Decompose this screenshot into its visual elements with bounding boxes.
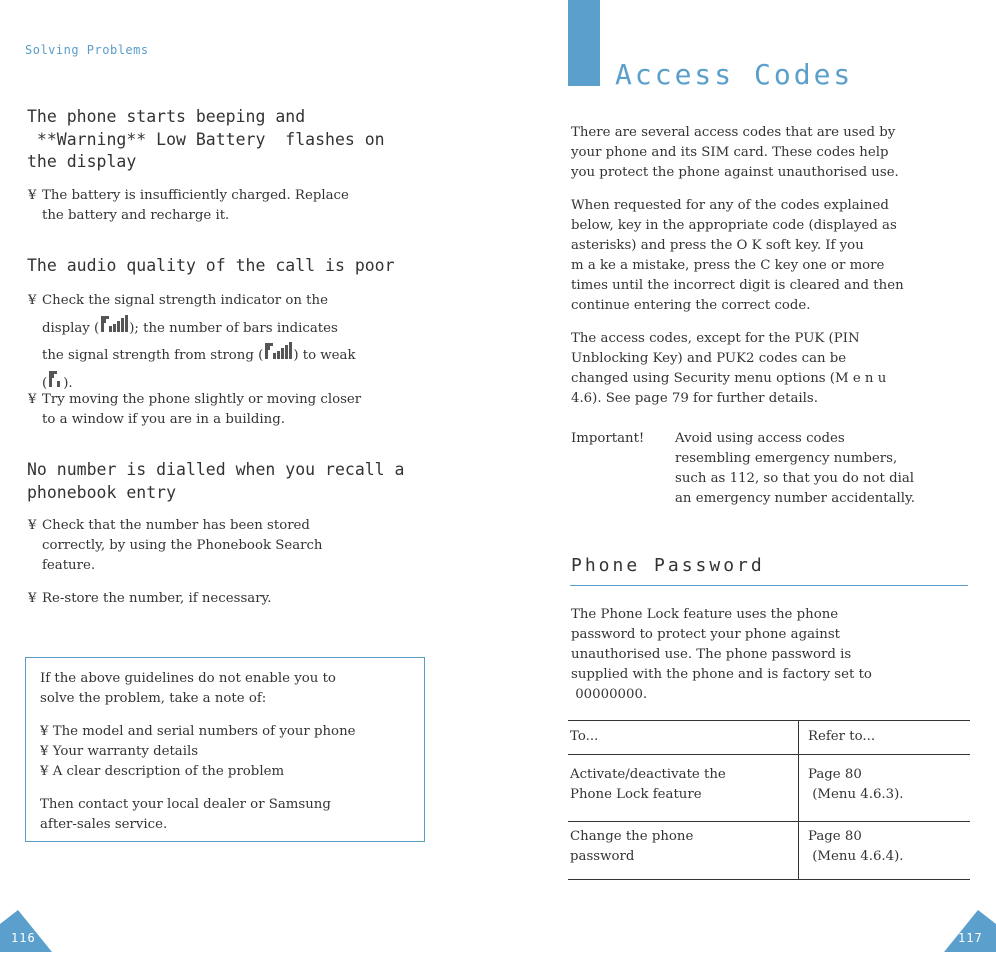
bullet: ¥ xyxy=(28,392,37,407)
bullet-text: Try moving the phone slightly or moving closer xyxy=(42,392,362,407)
bullet-text: Re-store the number, if necessary. xyxy=(42,591,272,606)
cell-line: (Menu 4.6.3). xyxy=(808,787,904,802)
section-divider xyxy=(570,585,968,586)
bullet-text: Check that the number has been stored xyxy=(42,518,310,533)
problem-heading-no-number xyxy=(27,459,405,504)
problem-heading-low-battery xyxy=(27,106,385,174)
cell-line: Page 80 xyxy=(808,829,862,844)
para-line: below, key in the appropriate code (displayed as xyxy=(571,218,897,233)
table-header-cell: Refer to... xyxy=(799,721,971,755)
cell-line: Change the phone xyxy=(570,829,694,844)
table-cell xyxy=(568,822,799,880)
note-list-item xyxy=(40,762,420,782)
important-label: Important! xyxy=(571,431,645,446)
bullet: ¥ xyxy=(28,518,37,533)
page-number: 117 xyxy=(958,931,983,945)
list-item xyxy=(28,390,428,430)
para-line: unauthorised use. The phone password is xyxy=(571,647,852,662)
important-line: Avoid using access codes xyxy=(675,431,845,446)
table-row xyxy=(568,755,970,822)
bullet: ¥ xyxy=(28,293,37,308)
signal-strength-full-icon xyxy=(263,340,293,362)
heading-line: the display xyxy=(27,152,137,171)
cell-line: Phone Lock feature xyxy=(570,787,702,802)
bullet-text: The battery is insufficiently charged. Replace xyxy=(42,188,349,203)
note-item-text: The model and serial numbers of your phone xyxy=(52,724,356,739)
bullet-text: correctly, by using the Phonebook Search xyxy=(42,538,323,553)
heading-line: The phone starts beeping and xyxy=(27,107,306,126)
text-fragment: ); the number of bars indicates xyxy=(129,320,338,336)
note-line: after-sales service. xyxy=(40,817,168,832)
text-fragment: ( xyxy=(42,375,48,391)
table-row xyxy=(568,822,970,880)
note-outro xyxy=(40,795,420,835)
para-line: password to protect your phone against xyxy=(571,627,841,642)
note-item-text: Your warranty details xyxy=(52,744,199,759)
bullet-text xyxy=(28,313,428,341)
para-line: changed using Security menu options (M e n u xyxy=(571,371,887,386)
list-item xyxy=(28,589,428,609)
para-line: continue entering the correct code. xyxy=(571,298,811,313)
note-box xyxy=(25,657,425,842)
note-line: solve the problem, take a note of: xyxy=(40,691,267,706)
running-head: Solving Problems xyxy=(25,43,149,57)
para-line: The access codes, except for the PUK (PIN xyxy=(571,331,860,346)
bullet: ¥ xyxy=(40,744,49,759)
note-intro xyxy=(40,669,420,709)
note-item-text: A clear description of the problem xyxy=(52,764,285,779)
table-cell xyxy=(568,755,799,822)
bullet: ¥ xyxy=(28,591,37,606)
para-line: Unblocking Key) and PUK2 codes can be xyxy=(571,351,847,366)
para-line: m a ke a mistake, press the C key one or more xyxy=(571,258,885,273)
bullet: ¥ xyxy=(40,764,49,779)
bullet: ¥ xyxy=(40,724,49,739)
note-list-item xyxy=(40,722,420,742)
paragraph-change-codes xyxy=(571,329,971,409)
signal-strength-full-icon xyxy=(99,313,129,335)
heading-line: **Warning** Low Battery flashes on xyxy=(27,129,385,149)
cell-line: Page 80 xyxy=(808,767,862,782)
para-line: The Phone Lock feature uses the phone xyxy=(571,607,839,622)
cell-line: Activate/deactivate the xyxy=(570,767,726,782)
list-item xyxy=(28,516,428,576)
para-line: When requested for any of the codes explained xyxy=(571,198,889,213)
cell-line: password xyxy=(570,849,635,864)
para-line: 4.6). See page 79 for further details. xyxy=(571,391,818,406)
para-line: There are several access codes that are used by xyxy=(571,125,896,140)
table-cell xyxy=(799,755,971,822)
bullet-text: the battery and recharge it. xyxy=(42,208,230,223)
text-fragment: display ( xyxy=(42,320,100,336)
signal-strength-weak-icon xyxy=(47,368,63,390)
text-fragment: the signal strength from strong ( xyxy=(42,348,264,363)
important-line: resembling emergency numbers, xyxy=(675,451,898,466)
important-note xyxy=(571,429,971,509)
section-title: Phone Password xyxy=(571,555,765,576)
bullet-text: to a window if you are in a building. xyxy=(42,412,285,427)
table-cell xyxy=(799,822,971,880)
para-line: asterisks) and press the O K soft key. If you xyxy=(571,238,864,253)
title-accent-bar xyxy=(568,0,600,86)
heading-line: The audio quality of the call is poor xyxy=(27,256,395,275)
note-line: If the above guidelines do not enable you to xyxy=(40,671,336,686)
text-fragment: ) to weak xyxy=(293,348,356,363)
page-corner-right xyxy=(944,910,996,956)
para-line: times until the incorrect digit is cleared and then xyxy=(571,278,904,293)
cell-line: (Menu 4.6.4). xyxy=(808,849,904,864)
note-list xyxy=(40,722,420,782)
list-item xyxy=(28,290,428,395)
table-header-row xyxy=(568,721,970,755)
reference-table xyxy=(568,720,970,880)
bullet-text: Check the signal strength indicator on the xyxy=(42,293,328,308)
note-line: Then contact your local dealer or Samsung xyxy=(40,797,331,812)
note-list-item xyxy=(40,742,420,762)
page-corner-left xyxy=(0,910,52,956)
paragraph-intro xyxy=(571,123,971,183)
para-line: you protect the phone against unauthorised use. xyxy=(571,165,899,180)
heading-line: phonebook entry xyxy=(27,482,177,502)
paragraph-enter-code xyxy=(571,196,971,316)
page-title: Access Codes xyxy=(615,58,854,91)
paragraph-phone-password xyxy=(571,605,971,705)
bullet: ¥ xyxy=(28,188,37,203)
table-header-cell: To... xyxy=(570,729,599,744)
problem-heading-audio-quality xyxy=(27,255,395,278)
important-line: such as 112, so that you do not dial xyxy=(675,471,915,486)
para-line: 00000000. xyxy=(571,687,648,702)
text-fragment: ). xyxy=(63,375,73,391)
para-line: supplied with the phone and is factory set to xyxy=(571,667,872,682)
page-number: 116 xyxy=(11,931,36,945)
bullet-text xyxy=(28,340,428,368)
important-line: an emergency number accidentally. xyxy=(675,491,916,506)
para-line: your phone and its SIM card. These codes help xyxy=(571,145,889,160)
heading-line: No number is dialled when you recall a xyxy=(27,460,405,479)
bullet-text: feature. xyxy=(42,558,96,573)
list-item xyxy=(28,186,428,226)
